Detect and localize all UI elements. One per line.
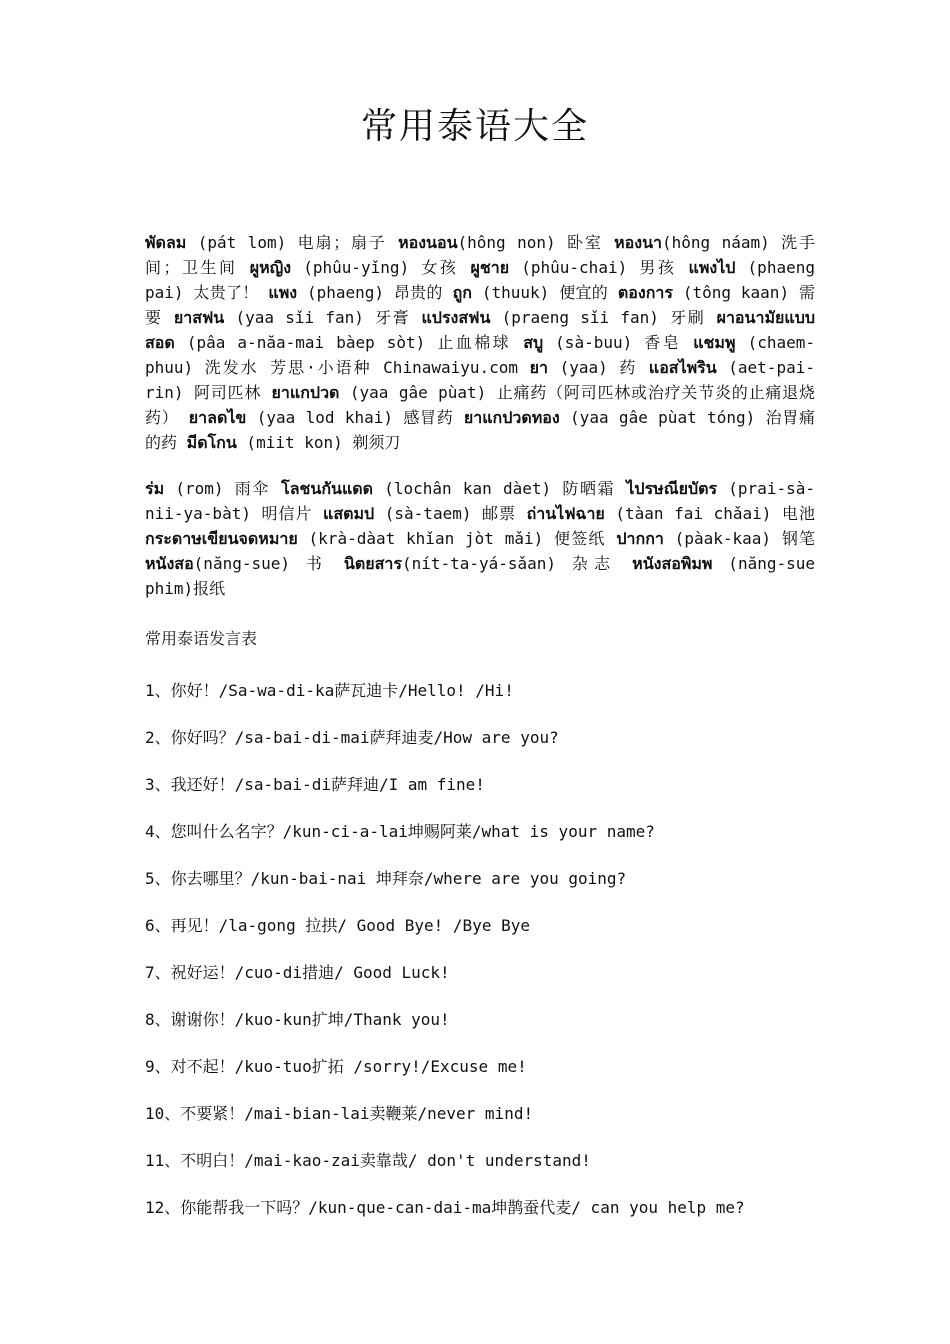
- thai-word: นิตยสาร: [343, 554, 402, 573]
- thai-word: ถูก: [452, 283, 472, 302]
- word-gloss: (rom) 雨伞: [164, 479, 282, 498]
- word-gloss: (aet-pai-rin) 阿司匹林: [145, 358, 815, 402]
- word-gloss: (pàak-kaa) 钢笔: [663, 529, 815, 548]
- word-gloss: (chaem-phuu) 洗发水 芳思·小语种 Chinawaiyu.com: [145, 333, 815, 377]
- thai-word: ผูชาย: [470, 258, 510, 277]
- phrase-line: 10、不要紧！/mai-bian-lai卖鞭莱/never mind!: [145, 1104, 534, 1123]
- word-gloss: (tàan fai chǎai) 电池: [604, 504, 815, 523]
- thai-word: แชมพู: [693, 333, 736, 352]
- word-gloss: (thuuk) 便宜的: [471, 283, 618, 302]
- phrase-line: 4、您叫什么名字？/kun-ci-a-lai坤赐阿莱/what is your name?: [145, 822, 655, 841]
- thai-word: ยาลดไข: [188, 408, 247, 427]
- thai-word: หนังสอ: [145, 554, 194, 573]
- thai-word: ยาสฟน: [173, 308, 225, 327]
- vocab-paragraph-2: [145, 476, 815, 601]
- word-gloss: (sà-buu) 香皂: [543, 333, 694, 352]
- thai-word: แพง: [268, 283, 298, 302]
- word-gloss: (nít-ta-yá-sǎan) 杂志: [401, 554, 633, 573]
- thai-word: แสตมป: [323, 504, 375, 523]
- word-gloss: (hông non) 卧室: [457, 233, 615, 252]
- thai-word: หนังสอพิมพ: [632, 554, 713, 573]
- word-gloss: (phaeng) 昂贵的: [297, 283, 453, 302]
- phrase-line: 1、你好！/Sa-wa-di-ka萨瓦迪卡/Hello! /Hi!: [145, 681, 514, 700]
- thai-word: มีดโกน: [186, 433, 237, 452]
- word-gloss: (prai-sà-nii-ya-bàt) 明信片: [145, 479, 815, 523]
- word-gloss: (yaa gâe pùat tóng) 治胃痛的药: [145, 408, 816, 452]
- word-gloss: (pát lom) 电扇；扇子: [186, 233, 399, 252]
- thai-word: สบู: [523, 333, 544, 352]
- phrase-line: 6、再见！/la-gong 拉拱/ Good Bye! /Bye Bye: [145, 916, 530, 935]
- word-gloss: (yaa) 药: [547, 358, 649, 377]
- thai-word: แอสไพริน: [648, 358, 717, 377]
- word-gloss: (năng-sue) 书: [193, 554, 344, 573]
- word-gloss: (phûu-chai) 男孩: [509, 258, 689, 277]
- word-gloss: (miit kon) 剃须刀: [236, 433, 401, 452]
- thai-word: ยา: [529, 358, 548, 377]
- word-gloss: (năng-sue phim)报纸: [145, 554, 815, 598]
- phrase-line: 12、你能帮我一下吗？/kun-que-can-dai-ma坤鹊蚕代麦/ can you help me?: [145, 1198, 745, 1217]
- word-gloss: (yaa gâe pùat) 止痛药（阿司匹林或治疗关节炎的止痛退烧药）: [145, 383, 815, 427]
- phrase-line: 5、你去哪里？/kun-bai-nai 坤拜奈/where are you going?: [145, 869, 627, 888]
- thai-word: กระดาษเขียนจดหมาย: [145, 529, 298, 548]
- word-gloss: (sà-taem) 邮票: [374, 504, 527, 523]
- thai-word: พัดลม: [145, 233, 187, 252]
- thai-word: หองนา: [614, 233, 662, 252]
- thai-word: โลชนกันแดด: [281, 479, 374, 498]
- word-gloss: (pâa a-năa-mai bàep sòt) 止血棉球: [174, 333, 524, 352]
- word-gloss: (phûu-yǐng) 女孩: [291, 258, 471, 277]
- thai-word: ผูหญิง: [249, 258, 292, 277]
- word-gloss: (lochân kan dàet) 防晒霜: [373, 479, 627, 498]
- thai-word: แปรงสฟน: [421, 308, 491, 327]
- phrase-line: 11、不明白！/mai-kao-zai卖靠哉/ don't understand!: [145, 1151, 591, 1170]
- word-gloss: (yaa sǐi fan) 牙膏: [224, 308, 422, 327]
- page-title: 常用泰语大全: [360, 106, 589, 147]
- thai-word: ไปรษณียบัตร: [626, 479, 718, 498]
- word-gloss: (yaa lod khai) 感冒药: [246, 408, 464, 427]
- word-gloss: (phaeng pai) 太贵了！: [145, 258, 815, 302]
- phrase-line: 3、我还好！/sa-bai-di萨拜迪/I am fine!: [145, 775, 485, 794]
- thai-word: หองนอน: [398, 233, 458, 252]
- word-gloss: (krà-dàat khǐan jòt mǎi) 便签纸: [297, 529, 617, 548]
- phrase-line: 8、谢谢你！/kuo-kun扩坤/Thank you!: [145, 1010, 450, 1029]
- thai-word: ผาอนามัยแบบสอด: [145, 308, 815, 352]
- thai-word: ยาแกปวด: [271, 383, 340, 402]
- phrase-line: 2、你好吗？/sa-bai-di-mai萨拜迪麦/How are you?: [145, 728, 559, 747]
- word-gloss: (hông náam) 洗手间；卫生间: [145, 233, 815, 277]
- vocab-paragraph-1: [145, 230, 815, 455]
- phrase-line: 9、对不起！/kuo-tuo扩拓 /sorry!/Excuse me!: [145, 1057, 527, 1076]
- phrase-line: 7、祝好运！/cuo-di措迪/ Good Luck!: [145, 963, 450, 982]
- thai-word: ยาแกปวดทอง: [463, 408, 560, 427]
- word-gloss: (tông kaan) 需要: [145, 283, 815, 327]
- thai-word: แพงไป: [688, 258, 736, 277]
- thai-word: ถ่านไฟฉาย: [526, 504, 605, 523]
- section-heading: 常用泰语发言表: [145, 629, 258, 648]
- word-gloss: (praeng sǐi fan) 牙刷: [490, 308, 717, 327]
- thai-word: ปากกา: [616, 529, 664, 548]
- thai-word: ตองการ: [617, 283, 673, 302]
- thai-word: ร่ม: [145, 479, 165, 498]
